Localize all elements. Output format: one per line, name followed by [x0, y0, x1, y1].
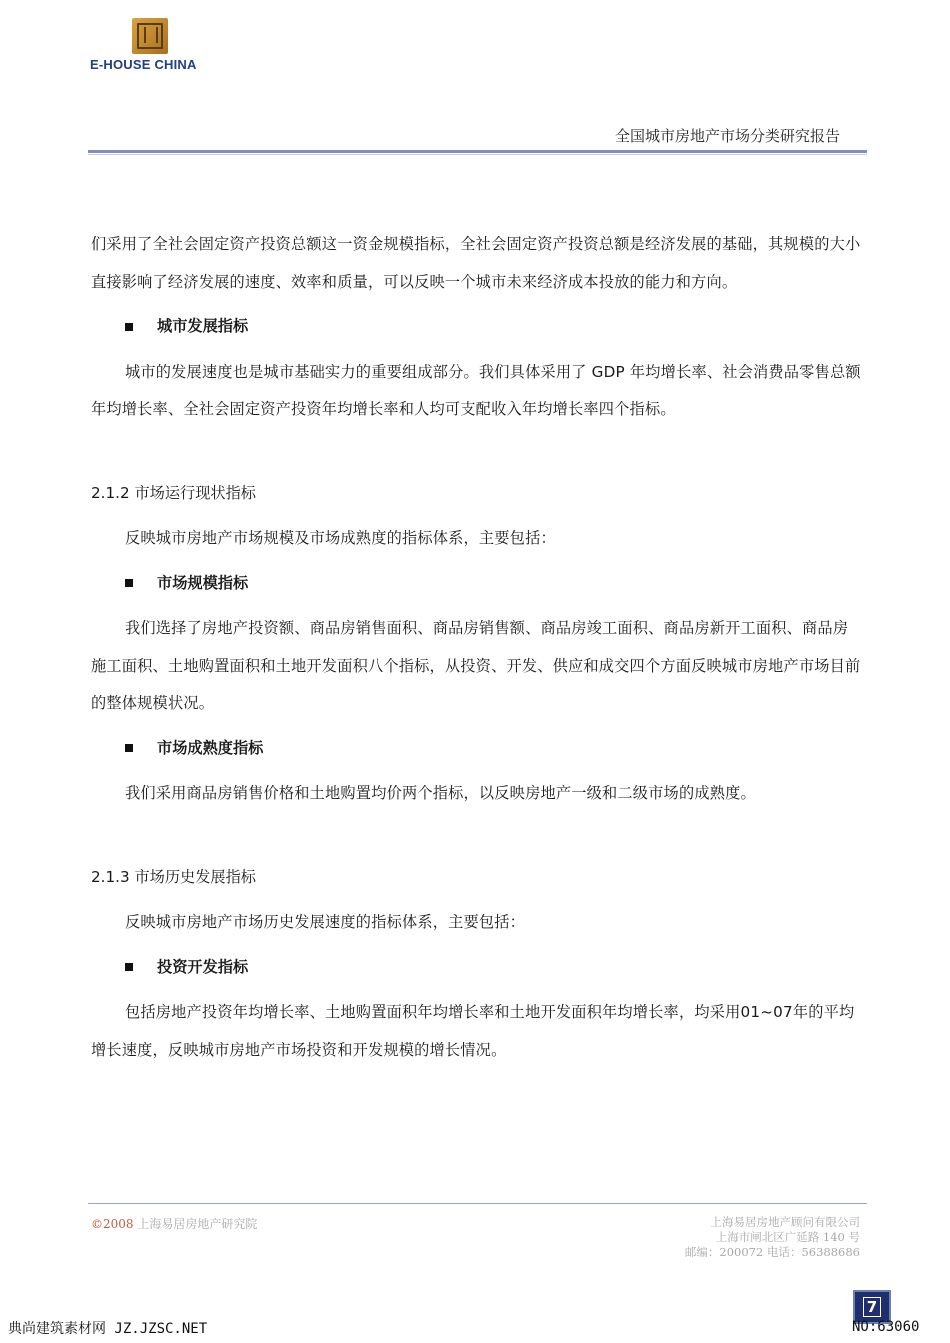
heading-market-maturity	[125, 730, 863, 768]
heading-investment-development	[125, 949, 863, 987]
company-logo	[88, 14, 218, 76]
paragraph-1: 们采用了全社会固定资产投资总额这一资金规模指标，全社会固定资产投资总额是经济发展的基础，其规模的大小直接影响了经济发展的速度、效率和质量，可以反映一个城市未来经济成本投放的能力和方向。	[91, 235, 861, 291]
section-heading-2-1-3: 2.1.3 市场历史发展指标	[91, 867, 256, 886]
paragraph-5: 我们采用商品房销售价格和土地购置均价两个指标，以反映房地产一级和二级市场的成熟度。	[125, 784, 756, 802]
address-contact: 邮编：200072 电话：56388686	[684, 1245, 860, 1259]
paragraph-4: 我们选择了房地产投资额、商品房销售面积、商品房销售额、商品房竣工面积、商品房新开工面积、商品房施工面积、土地购置面积和土地开发面积八个指标，从投资、开发、供应和成交四个方面反映城市房地产市场目前的整体规模状况。	[91, 619, 861, 712]
header-divider-thin	[88, 154, 867, 155]
copyright-year: ©2008	[91, 1217, 134, 1231]
heading-city-development	[125, 308, 863, 346]
watermark-site: 典尚建筑素材网 JZ.JZSC.NET	[8, 1321, 208, 1337]
footer-address	[685, 1215, 860, 1260]
heading-text: 市场成熟度指标	[157, 738, 264, 757]
logo-text: E-HOUSE CHINA	[90, 57, 197, 72]
header-divider	[88, 150, 867, 153]
logo-emblem-icon	[132, 18, 168, 54]
footer-divider	[88, 1203, 867, 1204]
heading-text: 市场规模指标	[157, 573, 249, 592]
section-heading-2-1-2: 2.1.2 市场运行现状指标	[91, 483, 256, 502]
address-company: 上海易居房地产顾问有限公司	[710, 1215, 860, 1229]
paragraph-2: 城市的发展速度也是城市基础实力的重要组成部分。我们具体采用了 GDP 年均增长率、社会消费品零售总额年均增长率、全社会固定资产投资年均增长率和人均可支配收入年均增长率四个指标。	[91, 362, 861, 418]
address-street: 上海市闸北区广延路 140 号	[715, 1230, 860, 1244]
watermark-id: NO:63060	[852, 1319, 920, 1335]
heading-text: 投资开发指标	[157, 957, 249, 976]
page-content	[91, 226, 863, 1069]
report-title: 全国城市房地产市场分类研究报告	[614, 127, 840, 145]
paragraph-7: 包括房地产投资年均增长率、土地购置面积年均增长率和土地开发面积年均增长率，均采用01~07年的平均增长速度，反映城市房地产市场投资和开发规模的增长情况。	[91, 1003, 855, 1059]
heading-market-scale	[125, 565, 863, 603]
page-number: 7	[863, 1297, 881, 1317]
heading-text: 城市发展指标	[157, 317, 249, 335]
footer-copyright	[91, 1215, 257, 1232]
square-bullet-icon	[125, 323, 133, 331]
copyright-org: 上海易居房地产研究院	[137, 1217, 258, 1231]
square-bullet-icon	[125, 963, 133, 971]
square-bullet-icon	[125, 579, 133, 587]
paragraph-3: 反映城市房地产市场规模及市场成熟度的指标体系，主要包括：	[125, 529, 556, 547]
paragraph-6: 反映城市房地产市场历史发展速度的指标体系，主要包括：	[125, 913, 526, 931]
square-bullet-icon	[125, 744, 133, 752]
